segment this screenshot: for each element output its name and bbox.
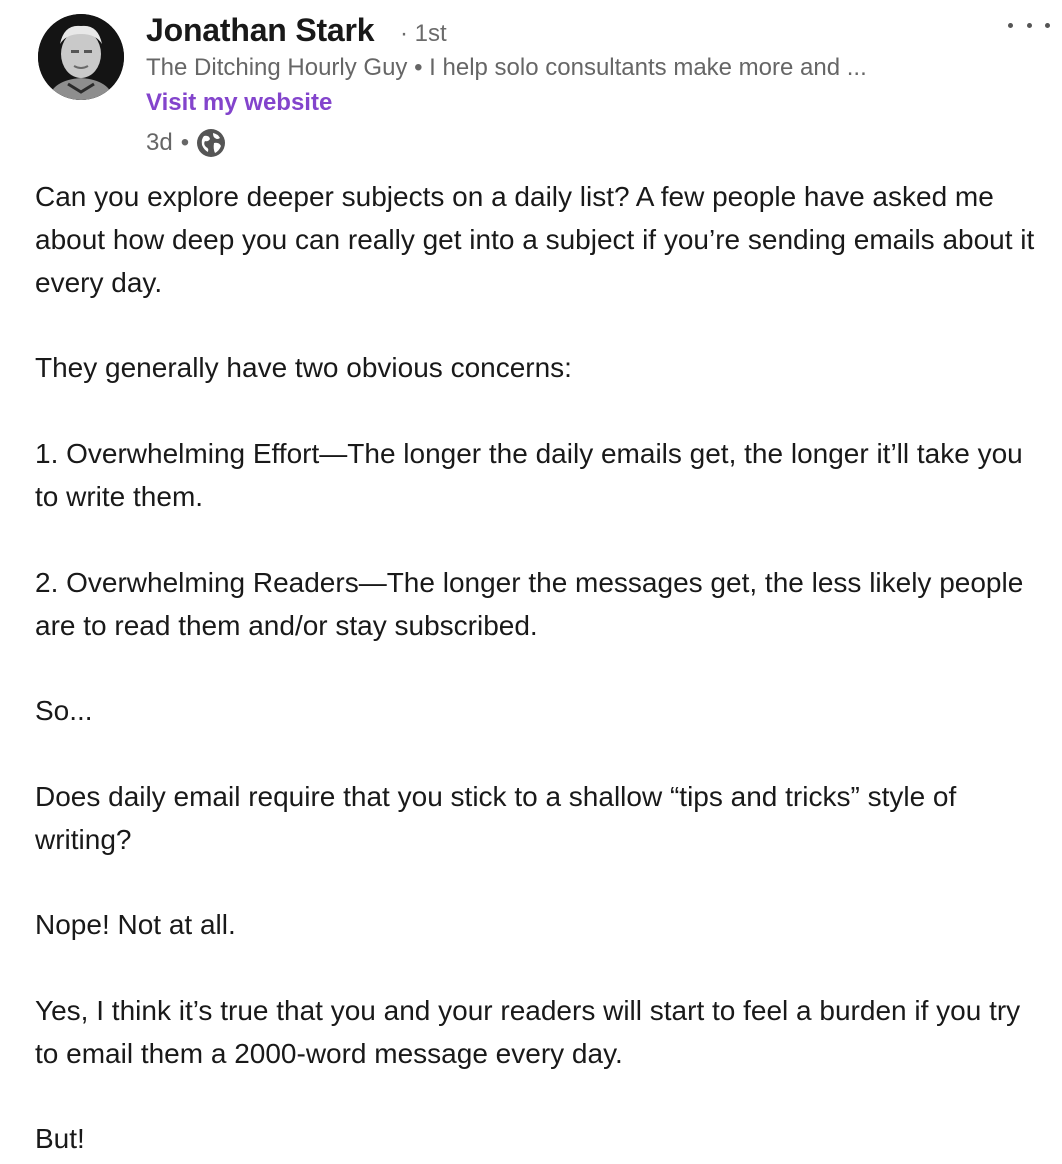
author-name[interactable]: Jonathan Stark (146, 12, 375, 48)
author-headline: The Ditching Hourly Guy • I help solo consultants make more and ... (146, 54, 867, 81)
globe-icon (195, 127, 227, 159)
post-time: 3d (146, 129, 173, 156)
more-horizontal-icon (1008, 23, 1013, 28)
post-paragraph: 1. Overwhelming Effort—The longer the daily emails get, the longer it’ll take you to write them. (35, 438, 1023, 512)
post-paragraph: Yes, I think it’s true that you and your readers will start to feel a burden if you try to email them a 2000-word message every day. (35, 995, 1021, 1069)
post-meta (146, 127, 227, 159)
post-paragraph: But! (35, 1123, 85, 1154)
more-dot (1045, 23, 1050, 28)
post-paragraph: Can you explore deeper subjects on a daily list? A few people have asked me about how deep you can really get into a subject if you’re sending emails about it every day. (35, 181, 1035, 298)
post-paragraph: Does daily email require that you stick to a shallow “tips and tricks” style of writing? (35, 781, 957, 855)
connection-degree: · 1st (400, 20, 447, 47)
author-avatar[interactable] (38, 14, 124, 100)
post-paragraph: Nope! Not at all. (35, 909, 236, 940)
post-paragraph: They generally have two obvious concerns: (35, 352, 572, 383)
post-paragraph: So... (35, 695, 93, 726)
post-paragraph: 2. Overwhelming Readers—The longer the messages get, the less likely people are to read them and/or stay subscribed. (35, 567, 1024, 641)
meta-separator: • (180, 129, 190, 156)
more-dot (1027, 23, 1032, 28)
avatar-photo (38, 14, 124, 100)
more-options-button[interactable] (1008, 10, 1050, 40)
visit-website-link[interactable]: Visit my website (146, 89, 333, 116)
